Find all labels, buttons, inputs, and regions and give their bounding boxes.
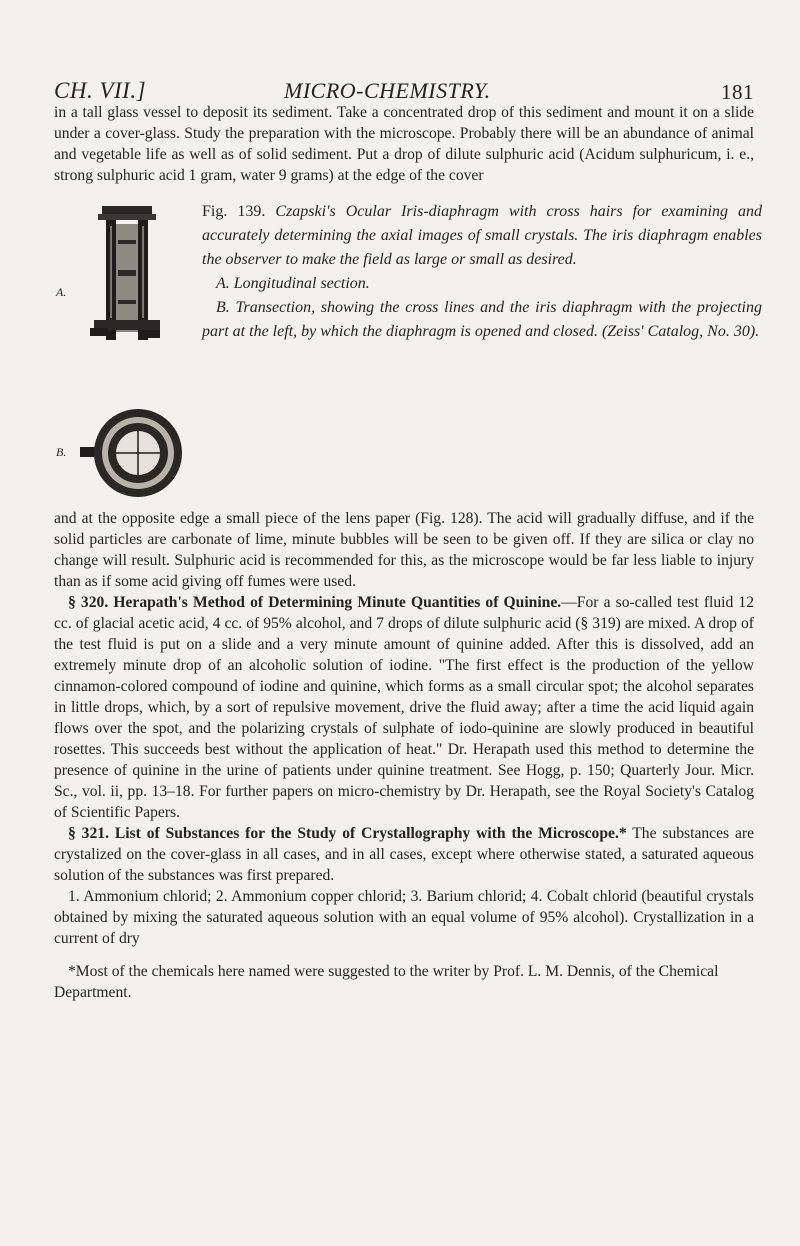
caption-part-b: B. Transection, showing the cross lines and the iris diaphragm with the projecting part at the left, by which the diaphragm is opened and closed. (Zeiss' Catalog, No. 30). (202, 299, 762, 340)
section-321 (54, 823, 754, 886)
page-number: 181 (721, 80, 754, 104)
section-321-heading: § 321. List of Substances for the Study of Crystallography with the Microscope.* (68, 825, 627, 842)
longitudinal-section-drawing (90, 206, 160, 340)
transection-drawing (80, 409, 182, 497)
running-title: MICRO-CHEMISTRY. (284, 78, 491, 103)
label-b: B. (56, 445, 67, 459)
section-320-heading: § 320. Herapath's Method of Determining Minute Quantities of Quinine. (68, 594, 562, 611)
caption-part-a: A. Longitudinal section. (216, 275, 370, 292)
intro-paragraph: in a tall glass vessel to deposit its sediment. Take a concentrated drop of this sediment and mount it on a slide under a cover-glass. Study the preparation with the microscope. Probably there will be an abundance of animal and vegetable life as well as of solid sediment. Put a drop of dilute sulphuric acid (Acidum sulphuricum, i. e., strong sulphuric acid 1 gram, water 9 grams) at the edge of the cover (54, 104, 754, 184)
label-a: A. (56, 285, 67, 299)
section-320-text: —For a so-called test fluid 12 cc. of glacial acetic acid, 4 cc. of 95% alcohol, and 7 drops of dilute sulphuric acid (§ 319) are mixed. A drop of the test fluid is put on a slide and a very minute amount of quinine added. After this is dissolved, add an extremely minute drop of an alcoholic solution of iodine. "The first effect is the production of the yellow cinnamon-colored compound of iodine and quinine, which forms as a small circular spot; the alcohol separates in little drops, which, by a sort of repulsive movement, drive the fluid away; after a time the acid liquid again flows over the spot, and the polarizing crystals of sulphate of iodo-quinine are slowly produced in beautiful rosettes. This succeeds best without the application of heat." Dr. Herapath used this method to determine the presence of quinine in the urine of patients under quinine treatment. See Hogg, p. 150; Quarterly Jour. Micr. Sc., vol. ii, pp. 13–18. For further papers on micro-chemistry by Dr. Herapath, see the Royal Society's Catalog of Scientific Papers. (54, 594, 754, 821)
figure-description: Czapski's Ocular Iris-diaphragm with cross hairs for examining and accurately determining the axial images of small crystals. The iris diaphragm enables the observer to make the field as large or small as desired. (202, 203, 763, 268)
chapter-marker: CH. VII.] (54, 78, 147, 103)
figure-number: Fig. 139. (202, 203, 266, 220)
footnote: *Most of the chemicals here named were suggested to the writer by Prof. L. M. Dennis, of the Chemical Department. (54, 963, 719, 1001)
page (54, 60, 763, 1019)
figure-caption (202, 200, 762, 344)
figure-title (202, 200, 762, 272)
section-320 (54, 592, 754, 823)
iris-diaphragm-illustration (54, 200, 204, 500)
figure-139 (54, 200, 763, 508)
substance-list-paragraph: 1. Ammonium chlorid; 2. Ammonium copper chlorid; 3. Barium chlorid; 4. Cobalt chlorid (beautiful crystals obtained by mixing the saturated aqueous solution with an equal volume of 95% alcohol). Crystallization in a current of dry (54, 888, 754, 947)
continuation-paragraph: and at the opposite edge a small piece of the lens paper (Fig. 128). The acid will gradually diffuse, and if the solid particles are carbonate of lime, minute bubbles will be seen to be given off. If they are silica or clay no change will result. Sulphuric acid is recommended for this, as the microscope would be far less liable to injury than as if some acid giving off fumes were used. (54, 510, 754, 590)
section-321-text: The substances are crystalized on the cover-glass in all cases, and in all cases, except where otherwise stated, a saturated aqueous solution of the substances was first prepared. (54, 825, 755, 884)
running-header (54, 60, 754, 102)
